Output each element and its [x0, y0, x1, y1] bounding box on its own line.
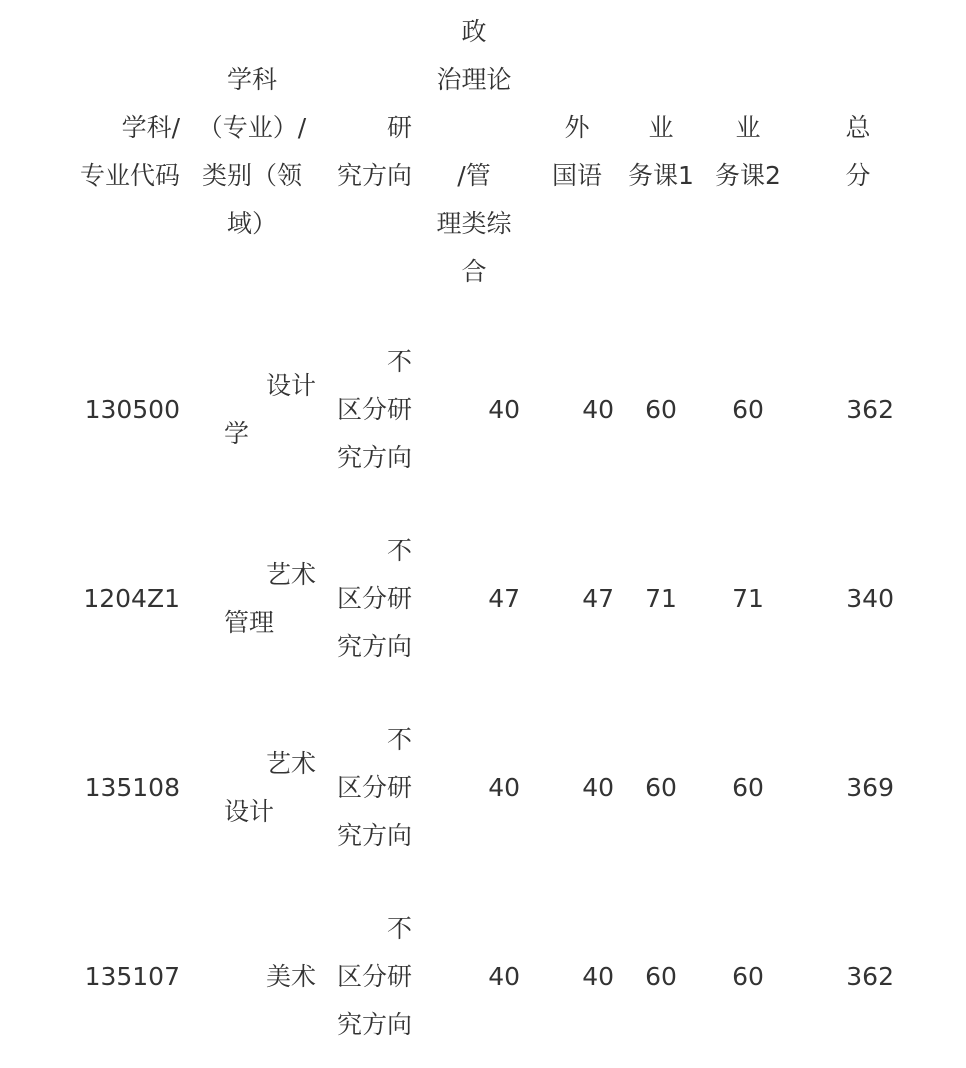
total-score: 362 — [846, 962, 894, 991]
direction-line: 区分研 — [336, 962, 412, 991]
code-value: 135107 — [84, 962, 180, 991]
course-2-score: 60 — [732, 773, 764, 802]
header-discipline-line: 学科 — [226, 65, 277, 94]
politics-score: 40 — [488, 773, 520, 802]
total-score: 340 — [846, 584, 894, 613]
direction-line: 区分研 — [336, 584, 412, 613]
cell-direction — [316, 524, 412, 674]
discipline-name-line: 美术 — [265, 962, 316, 991]
header-code-line: 专业代码 — [79, 161, 180, 190]
discipline-name-line: 艺术 — [265, 560, 316, 589]
course-1-score: 71 — [645, 584, 677, 613]
header-politics-line: 治理论 — [436, 65, 512, 94]
direction-line: 究方向 — [336, 1010, 412, 1039]
direction-line: 区分研 — [336, 395, 412, 424]
header-politics-line — [428, 104, 520, 152]
direction-line: 区分研 — [336, 773, 412, 802]
cell-course-1 — [620, 524, 702, 674]
foreign-language-score: 40 — [582, 773, 614, 802]
cell-total — [822, 335, 894, 485]
cell-course-2 — [706, 713, 790, 863]
discipline-name-line: 设计 — [265, 371, 316, 400]
header-discipline-line: （专业）/ — [197, 113, 307, 142]
discipline-name-line: 设计 — [224, 797, 275, 826]
politics-score: 47 — [488, 584, 520, 613]
discipline-name-line: 学 — [224, 419, 250, 448]
total-score: 362 — [846, 395, 894, 424]
header-politics — [428, 8, 520, 296]
cell-code — [50, 713, 180, 863]
course-1-score: 60 — [645, 962, 677, 991]
header-course-2 — [706, 8, 790, 296]
course-1-score: 60 — [645, 773, 677, 802]
discipline-name-line: 艺术 — [265, 749, 316, 778]
direction-line: 究方向 — [336, 632, 412, 661]
course-2-score: 60 — [732, 395, 764, 424]
header-course-2-line: 务课2 — [715, 161, 781, 190]
cell-course-2 — [706, 524, 790, 674]
header-politics-line: 理类综 — [436, 209, 512, 238]
cell-foreign-language — [540, 902, 614, 1052]
cell-total — [822, 713, 894, 863]
cell-politics — [428, 713, 520, 863]
direction-line: 不 — [386, 347, 412, 376]
header-foreign-language — [540, 8, 614, 296]
cell-discipline — [188, 524, 316, 674]
header-code — [50, 8, 180, 296]
cell-course-1 — [620, 335, 702, 485]
foreign-language-score: 40 — [582, 962, 614, 991]
cell-foreign-language — [540, 335, 614, 485]
cell-politics — [428, 524, 520, 674]
header-course-1-line: 务课1 — [628, 161, 694, 190]
direction-line: 究方向 — [336, 443, 412, 472]
cell-course-1 — [620, 902, 702, 1052]
cell-politics — [428, 335, 520, 485]
course-1-score: 60 — [645, 395, 677, 424]
cell-total — [822, 902, 894, 1052]
cell-direction — [316, 902, 412, 1052]
total-score: 369 — [846, 773, 894, 802]
cell-course-1 — [620, 713, 702, 863]
direction-line: 不 — [386, 725, 412, 754]
cell-discipline — [188, 335, 316, 485]
discipline-name-line: 管理 — [224, 608, 275, 637]
foreign-language-score: 40 — [582, 395, 614, 424]
header-politics-line: 合 — [461, 257, 487, 286]
header-discipline-line: 域） — [226, 209, 277, 238]
cell-total — [822, 524, 894, 674]
course-2-score: 60 — [732, 962, 764, 991]
cell-discipline — [188, 713, 316, 863]
cell-direction — [316, 713, 412, 863]
header-direction — [316, 8, 412, 296]
politics-score: 40 — [488, 395, 520, 424]
foreign-language-score: 47 — [582, 584, 614, 613]
direction-line: 究方向 — [336, 821, 412, 850]
cell-code — [50, 524, 180, 674]
cell-direction — [316, 335, 412, 485]
direction-line: 不 — [386, 536, 412, 565]
cell-politics — [428, 902, 520, 1052]
cell-foreign-language — [540, 524, 614, 674]
cell-code — [50, 335, 180, 485]
header-discipline-line: 类别（领 — [201, 161, 302, 190]
header-course-2-line: 业 — [735, 113, 761, 142]
politics-score: 40 — [488, 962, 520, 991]
header-politics-line: /管 — [457, 161, 491, 190]
cell-code — [50, 902, 180, 1052]
direction-line: 不 — [386, 914, 412, 943]
code-value: 1204Z1 — [83, 584, 180, 613]
course-2-score: 71 — [732, 584, 764, 613]
header-direction-line: 研 — [386, 113, 412, 142]
header-foreign-language-line: 国语 — [551, 161, 602, 190]
header-direction-line: 究方向 — [336, 161, 412, 190]
cell-discipline — [188, 902, 316, 1052]
header-course-1 — [620, 8, 702, 296]
header-total-line: 分 — [845, 161, 871, 190]
cell-course-2 — [706, 335, 790, 485]
header-discipline — [188, 8, 316, 296]
code-value: 130500 — [84, 395, 180, 424]
header-total-line: 总 — [845, 113, 871, 142]
header-course-1-line: 业 — [648, 113, 674, 142]
cell-foreign-language — [540, 713, 614, 863]
cell-course-2 — [706, 902, 790, 1052]
header-code-line: 学科/ — [121, 113, 180, 142]
header-politics-line: 政 — [461, 17, 487, 46]
header-foreign-language-line: 外 — [564, 113, 590, 142]
code-value: 135108 — [84, 773, 180, 802]
header-total — [822, 8, 894, 296]
